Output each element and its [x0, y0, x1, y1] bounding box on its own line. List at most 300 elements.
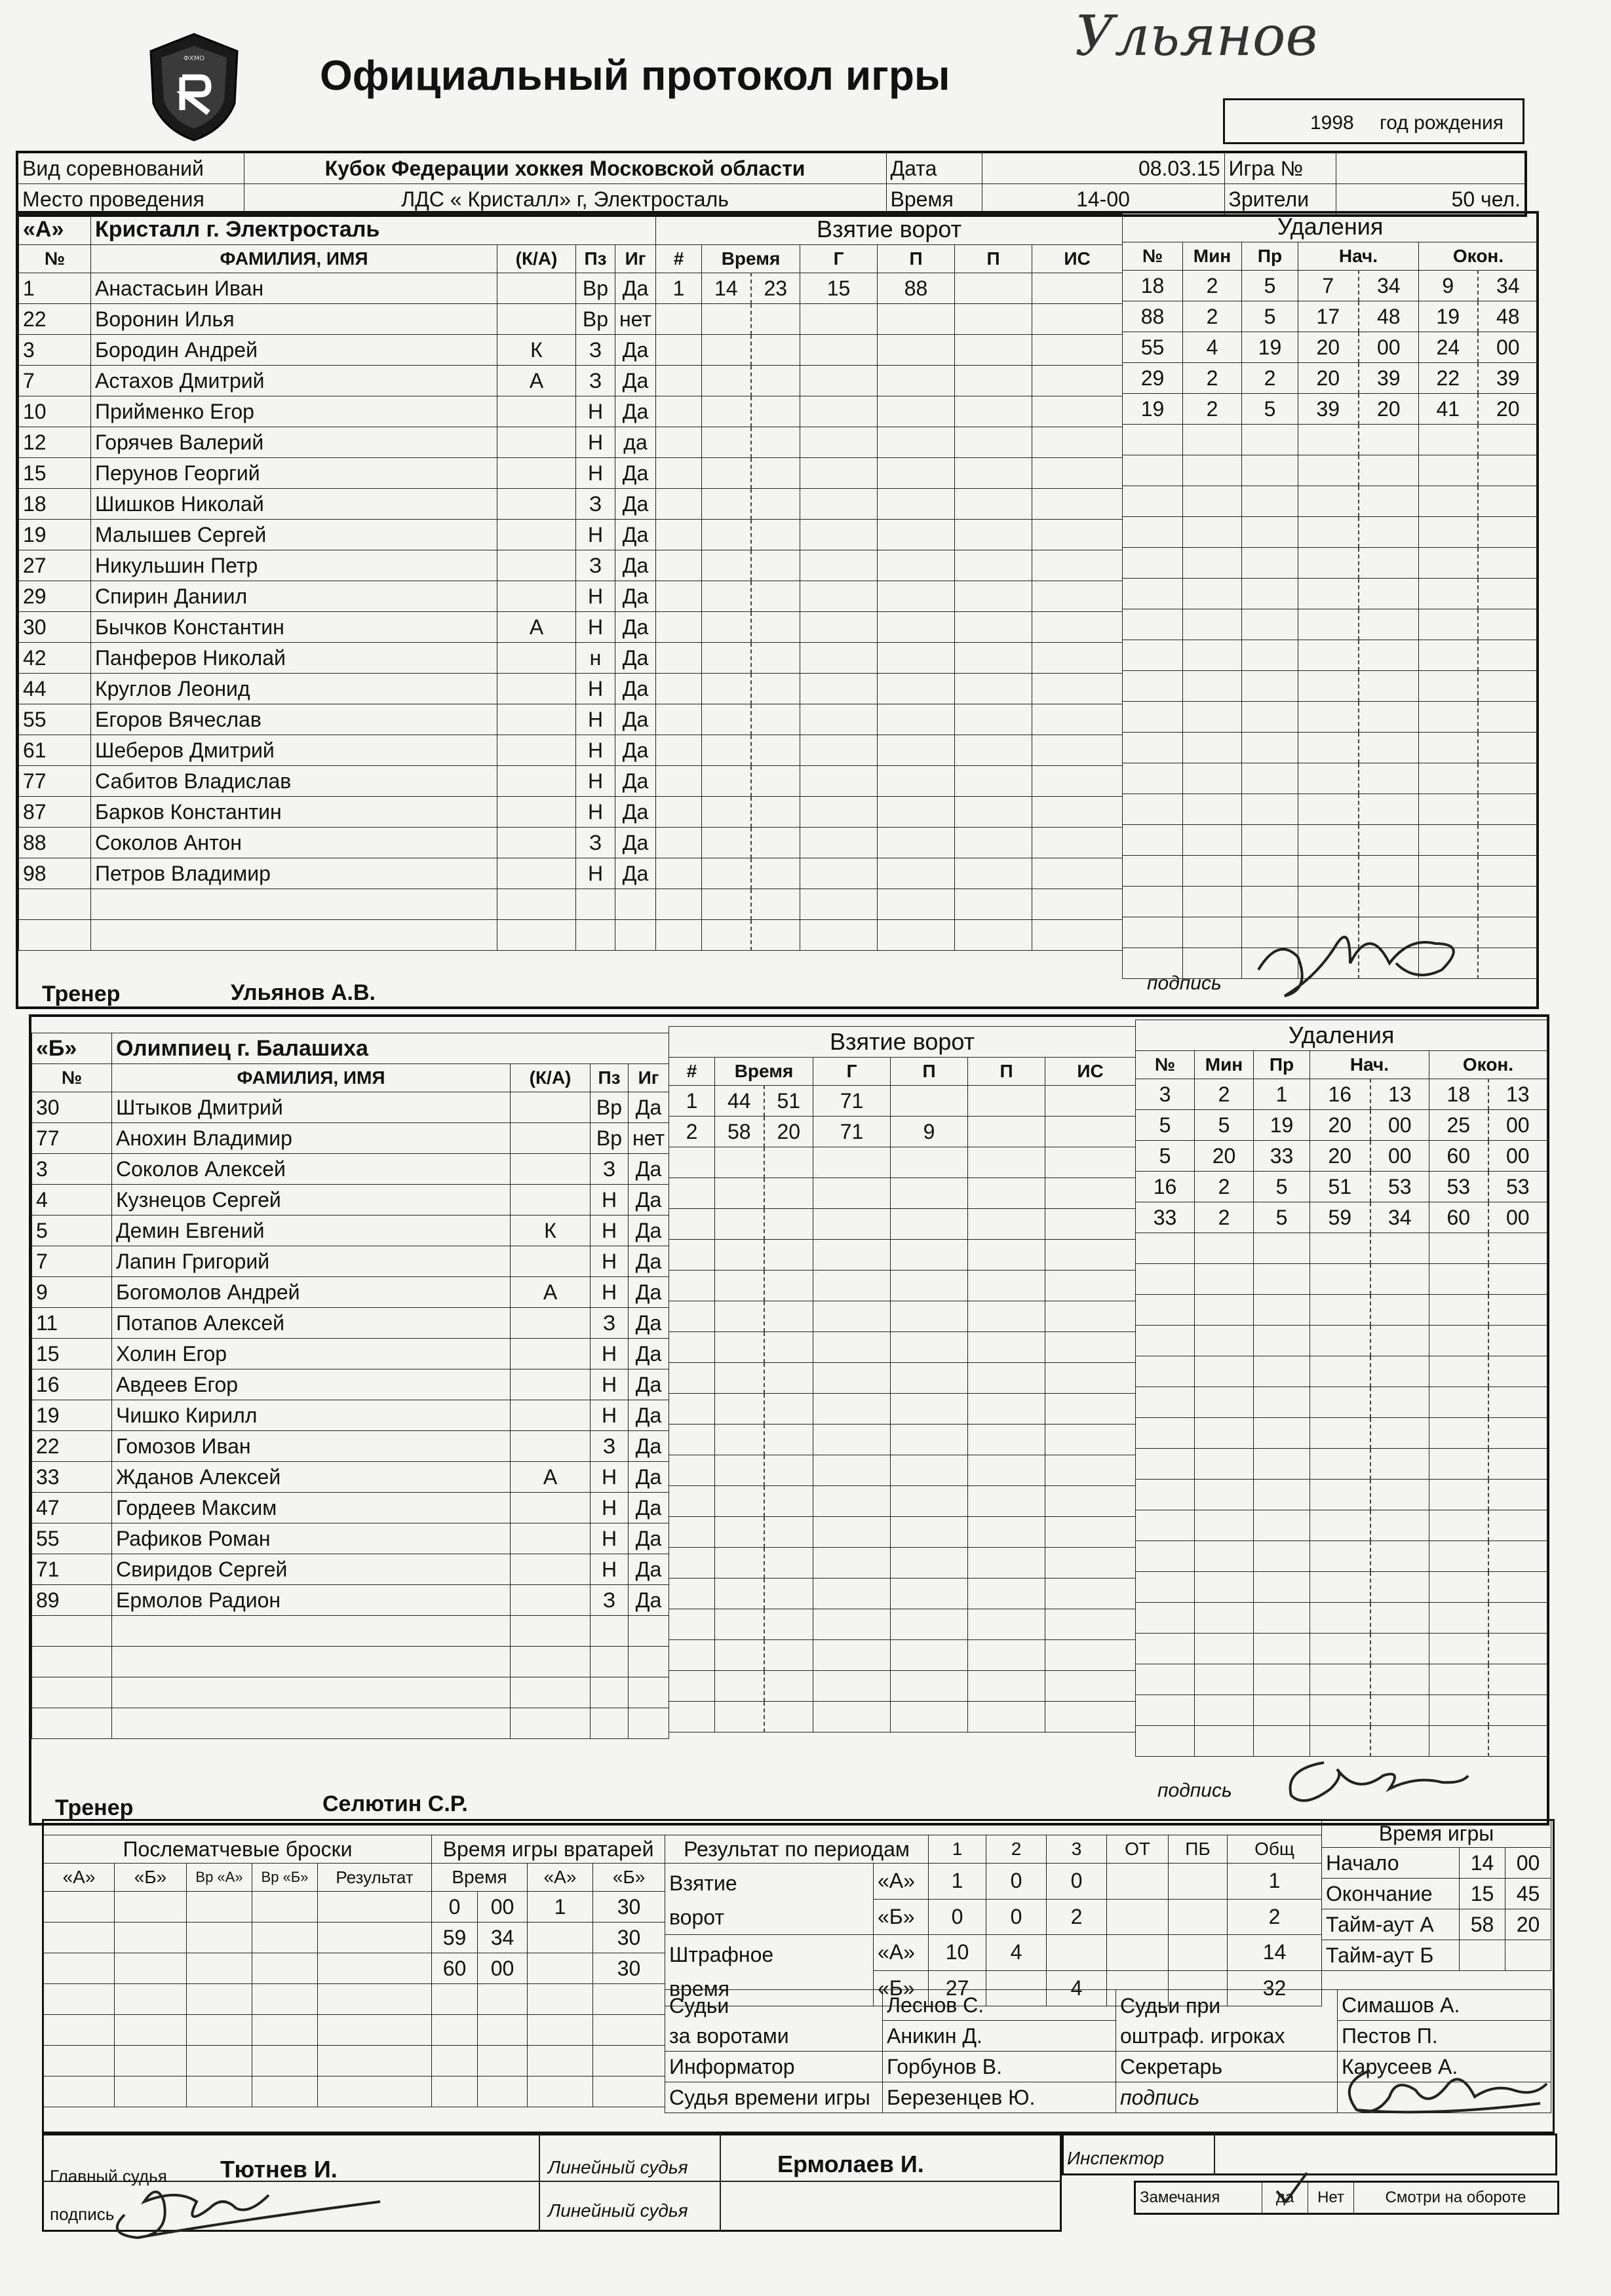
- penalty-start-sec: 48: [1359, 301, 1419, 332]
- player-captain-mark: [511, 1400, 591, 1431]
- player-position: З: [591, 1585, 629, 1616]
- goals-header-a1: П: [891, 1058, 968, 1086]
- player-position: [576, 920, 615, 951]
- penalty-end-sec: [1478, 609, 1538, 640]
- game-start-m: 00: [1505, 1848, 1551, 1879]
- penalty-end-sec: [1488, 1572, 1547, 1603]
- player-position: [591, 1708, 629, 1739]
- period-header-2: 2: [986, 1835, 1047, 1864]
- goal-assist-2: [968, 1209, 1045, 1240]
- player-played: Да: [615, 643, 656, 674]
- penalty-start-sec: [1359, 671, 1419, 702]
- penalty-start-sec: [1370, 1356, 1429, 1387]
- penalty-minutes: [1195, 1510, 1254, 1541]
- penalty-end-sec: [1488, 1726, 1547, 1757]
- empty-row: [1136, 1510, 1547, 1541]
- empty-row: [1123, 517, 1538, 548]
- player-number: 22: [32, 1431, 112, 1462]
- goal-scorer: [800, 520, 878, 550]
- player-captain-mark: [511, 1554, 591, 1585]
- penalty-player: 18: [1123, 271, 1183, 301]
- penalty-end-min: [1429, 1480, 1488, 1510]
- player-name: Штыков Дмитрий: [112, 1092, 511, 1123]
- penalty-start-sec: 39: [1359, 363, 1419, 394]
- empty-row: [19, 920, 656, 951]
- goals-a-so: [1169, 1864, 1228, 1900]
- player-played: Да: [629, 1369, 669, 1400]
- player-name: Гордеев Максим: [112, 1493, 511, 1523]
- penalty-end-min: [1419, 702, 1478, 733]
- goal-situation: [1045, 1578, 1136, 1609]
- remarks-no[interactable]: Нет: [1308, 2182, 1354, 2214]
- player-name: Никульшин Петр: [91, 550, 497, 581]
- goal-situation: [1032, 520, 1123, 550]
- player-number: [32, 1708, 112, 1739]
- player-played: Да: [615, 674, 656, 704]
- empty-row: [1136, 1572, 1547, 1603]
- empty-row: [669, 1332, 1136, 1363]
- goal-second: [764, 1394, 813, 1425]
- penalty-end-min: [1429, 1510, 1488, 1541]
- empty-row: [1136, 1233, 1547, 1264]
- penalty-start-sec: [1370, 1233, 1429, 1264]
- player-number: [19, 889, 91, 920]
- goal-situation: [1045, 1609, 1136, 1640]
- federation-logo: [146, 31, 243, 143]
- empty-row: [656, 396, 1123, 427]
- penalty-start-sec: 34: [1359, 271, 1419, 301]
- player-position: Н: [591, 1462, 629, 1493]
- penalty-reason: [1254, 1664, 1310, 1695]
- player-number: 77: [19, 766, 91, 797]
- player-captain-mark: [497, 920, 576, 951]
- player-number: 12: [19, 427, 91, 458]
- goal-assist-2: [955, 489, 1032, 520]
- goalie-time-title: Время игры вратарей: [432, 1835, 665, 1864]
- goal-assist-2: [968, 1517, 1045, 1548]
- penalty-end-sec: [1488, 1695, 1547, 1726]
- goals-a-ot: [1107, 1864, 1169, 1900]
- player-name: Жданов Алексей: [112, 1462, 511, 1493]
- player-played: Да: [629, 1308, 669, 1339]
- penalty-minutes: [1195, 1326, 1254, 1356]
- goal-minute: [702, 643, 751, 674]
- goal-assist-1: [891, 1271, 968, 1301]
- game-number-value: [1336, 152, 1526, 184]
- goal-minute: [702, 704, 751, 735]
- goal-assist-1: [878, 704, 955, 735]
- player-number: 30: [32, 1092, 112, 1123]
- goal-assist-2: [955, 396, 1032, 427]
- goal-second: [764, 1209, 813, 1240]
- goal-second: [751, 828, 800, 858]
- player-row: [19, 489, 656, 520]
- penalty-player: [1123, 733, 1183, 763]
- penalty-start-min: [1310, 1264, 1370, 1295]
- empty-row: [1136, 1634, 1547, 1664]
- goal-second: [764, 1240, 813, 1271]
- player-played: [629, 1616, 669, 1647]
- penalty-minutes: 2: [1183, 394, 1242, 425]
- penalty-row: [1136, 1202, 1547, 1233]
- penalty-end-sec: 48: [1478, 301, 1538, 332]
- penalty-reason: [1254, 1356, 1310, 1387]
- player-number: 16: [32, 1369, 112, 1400]
- player-number: 18: [19, 489, 91, 520]
- penalty-end-min: 41: [1419, 394, 1478, 425]
- penalty-end-min: [1429, 1541, 1488, 1572]
- penalty-end-min: 25: [1429, 1110, 1488, 1141]
- goals-b-p2: 0: [986, 1899, 1047, 1935]
- player-captain-mark: [511, 1123, 591, 1154]
- penalty-player: [1123, 486, 1183, 517]
- empty-row: [1136, 1695, 1547, 1726]
- team-b-coach-signature: [1271, 1736, 1481, 1815]
- goalie-header-time: Время: [432, 1864, 528, 1892]
- penalty-end-sec: 53: [1488, 1172, 1547, 1202]
- goal-minute: [715, 1548, 764, 1578]
- player-position: Н: [591, 1185, 629, 1215]
- player-played: Да: [615, 797, 656, 828]
- player-played: Да: [615, 581, 656, 612]
- goal-assist-2: [955, 520, 1032, 550]
- team-b-tag: «Б»: [32, 1033, 112, 1064]
- goal-number: [669, 1548, 715, 1578]
- penalty-player: [1123, 794, 1183, 825]
- penalty-minutes: [1195, 1418, 1254, 1449]
- penalty-start-min: [1310, 1634, 1370, 1664]
- penalty-reason: [1242, 763, 1298, 794]
- goal-second: [751, 766, 800, 797]
- empty-row: [656, 704, 1123, 735]
- periods-row-b: «Б»: [874, 1899, 929, 1935]
- penalty-end-min: [1419, 763, 1478, 794]
- player-played: [615, 889, 656, 920]
- penalty-start-min: [1310, 1541, 1370, 1572]
- player-number: 10: [19, 396, 91, 427]
- referee: Тютнев И.: [220, 2156, 338, 2183]
- penalty-minutes: [1195, 1541, 1254, 1572]
- empty-row: [656, 766, 1123, 797]
- penalty-reason: [1242, 486, 1298, 517]
- player-captain-mark: А: [511, 1277, 591, 1308]
- penalty-end-sec: [1488, 1295, 1547, 1326]
- player-number: 27: [19, 550, 91, 581]
- player-row: [19, 612, 656, 643]
- penalty-end-min: [1429, 1603, 1488, 1634]
- penalty-minutes: [1195, 1603, 1254, 1634]
- penalty-reason: [1254, 1387, 1310, 1418]
- team-b-coach: Селютин С.Р.: [322, 1791, 468, 1816]
- player-name: Лапин Григорий: [112, 1246, 511, 1277]
- player-played: Да: [629, 1185, 669, 1215]
- player-number: 7: [19, 366, 91, 396]
- penalty-minutes: [1195, 1634, 1254, 1664]
- player-number: 61: [19, 735, 91, 766]
- goal-number: [656, 889, 702, 920]
- penalty-minutes: 5: [1195, 1110, 1254, 1141]
- goal-scorer: [800, 335, 878, 366]
- player-played: Да: [615, 396, 656, 427]
- penalty-start-sec: 53: [1370, 1172, 1429, 1202]
- goal-scorer: [800, 427, 878, 458]
- goal-assist-2: [955, 550, 1032, 581]
- player-played: Да: [629, 1431, 669, 1462]
- penalty-minutes: [1183, 425, 1242, 455]
- player-captain-mark: [497, 674, 576, 704]
- handwritten-player-name: Ульянов: [1075, 4, 1318, 68]
- goal-number: 2: [669, 1117, 715, 1147]
- penalty-start-min: [1298, 455, 1359, 486]
- goal-second: [764, 1578, 813, 1609]
- referees-divider-v1: [539, 2133, 540, 2232]
- penalty-player: 19: [1123, 394, 1183, 425]
- player-row: [32, 1123, 669, 1154]
- goal-assist-2: [968, 1609, 1045, 1640]
- goals-header-a2: П: [955, 245, 1032, 273]
- goal-scorer: [800, 643, 878, 674]
- penalty-minutes: [1183, 794, 1242, 825]
- goal-assist-1: [878, 489, 955, 520]
- penalty-start-sec: [1370, 1695, 1429, 1726]
- penalty-player: 29: [1123, 363, 1183, 394]
- player-number: 5: [32, 1215, 112, 1246]
- period-header-so: ПБ: [1169, 1835, 1228, 1864]
- goal-second: [764, 1363, 813, 1394]
- team-b-goals: [669, 1026, 1136, 1732]
- player-played: Да: [615, 735, 656, 766]
- goal-minute: [702, 335, 751, 366]
- player-position: Н: [591, 1339, 629, 1369]
- secretary-signature: [1330, 2044, 1553, 2130]
- player-number: 89: [32, 1585, 112, 1616]
- goal-minute: [702, 581, 751, 612]
- empty-row: [656, 920, 1123, 951]
- player-name: Холин Егор: [112, 1339, 511, 1369]
- player-captain-mark: [497, 889, 576, 920]
- penalty-reason: [1254, 1418, 1310, 1449]
- penalty-end-sec: [1488, 1233, 1547, 1264]
- player-name: Петров Владимир: [91, 858, 497, 889]
- goals-header-time: Время: [715, 1058, 813, 1086]
- remarks-yes[interactable]: да: [1262, 2182, 1308, 2214]
- empty-row: [656, 674, 1123, 704]
- goal-assist-2: [955, 797, 1032, 828]
- penalty-minutes: [1183, 609, 1242, 640]
- goal-scorer: [813, 1455, 891, 1486]
- player-number: 7: [32, 1246, 112, 1277]
- linesman-label-1: Линейный судья: [548, 2157, 688, 2177]
- penalty-start-min: [1310, 1418, 1370, 1449]
- periods-title: Результат по периодам: [665, 1835, 929, 1864]
- penalty-end-sec: 34: [1478, 271, 1538, 301]
- empty-row: [32, 1677, 669, 1708]
- player-row: [32, 1339, 669, 1369]
- penalty-minutes: 4: [1183, 332, 1242, 363]
- player-captain-mark: [497, 858, 576, 889]
- player-number: 55: [19, 704, 91, 735]
- player-played: Да: [629, 1400, 669, 1431]
- goal-scorer: [800, 920, 878, 951]
- player-played: Да: [629, 1462, 669, 1493]
- penalty-reason: 5: [1242, 271, 1298, 301]
- player-name: Авдеев Егор: [112, 1369, 511, 1400]
- penalty-start-min: [1310, 1356, 1370, 1387]
- penalty-minutes: [1195, 1295, 1254, 1326]
- penalty-start-sec: [1359, 609, 1419, 640]
- penalty-player: [1136, 1264, 1195, 1295]
- goal-situation: [1045, 1517, 1136, 1548]
- goalie-header-a: «А»: [528, 1864, 593, 1892]
- goal-number: [669, 1671, 715, 1702]
- player-played: Да: [629, 1277, 669, 1308]
- goal-assist-2: [955, 366, 1032, 396]
- player-captain-mark: [497, 797, 576, 828]
- goal-number: [669, 1578, 715, 1609]
- penalty-player: [1123, 425, 1183, 455]
- goals-header-a2: П: [968, 1058, 1045, 1086]
- penalty-row: [1136, 1141, 1547, 1172]
- goal-situation: [1045, 1332, 1136, 1363]
- player-name: Бородин Андрей: [91, 335, 497, 366]
- goal-assist-1: [891, 1425, 968, 1455]
- player-captain-mark: [511, 1308, 591, 1339]
- goal-assist-2: [955, 273, 1032, 304]
- goal-situation: [1045, 1363, 1136, 1394]
- goal-scorer: [800, 889, 878, 920]
- goal-assist-1: [878, 828, 955, 858]
- player-row: [32, 1215, 669, 1246]
- penalty-start-min: [1298, 671, 1359, 702]
- penalty-end-sec: [1488, 1664, 1547, 1695]
- goal-second: 51: [764, 1086, 813, 1117]
- penalty-reason: [1242, 733, 1298, 763]
- penalty-reason: 19: [1254, 1110, 1310, 1141]
- goal-minute: [715, 1178, 764, 1209]
- goal-second: [764, 1609, 813, 1640]
- penalties-title: Удаления: [1136, 1020, 1547, 1051]
- goalie-row-sec: 00: [478, 1953, 528, 1984]
- player-name: Бычков Константин: [91, 612, 497, 643]
- goal-scorer: [800, 366, 878, 396]
- penalty-row: [1123, 363, 1538, 394]
- goal-assist-2: [968, 1086, 1045, 1117]
- goal-minute: [715, 1455, 764, 1486]
- player-name: Гомозов Иван: [112, 1431, 511, 1462]
- goals-a-total: 1: [1228, 1864, 1322, 1900]
- penalty-player: [1123, 609, 1183, 640]
- penalty-start-min: [1310, 1664, 1370, 1695]
- penalty-end-min: [1429, 1387, 1488, 1418]
- goal-number: [656, 797, 702, 828]
- player-position: Н: [591, 1523, 629, 1554]
- goal-assist-2: [968, 1240, 1045, 1271]
- player-played: Да: [615, 766, 656, 797]
- goal-situation: [1045, 1240, 1136, 1271]
- penalty-reason: [1254, 1572, 1310, 1603]
- periods-row-a: «А»: [874, 1864, 929, 1900]
- penalty-start-sec: [1370, 1634, 1429, 1664]
- goal-situation: [1045, 1548, 1136, 1578]
- player-position: Н: [576, 858, 615, 889]
- player-row: [19, 458, 656, 489]
- penalty-end-sec: 00: [1478, 332, 1538, 363]
- goal-assist-1: [891, 1209, 968, 1240]
- player-played: Да: [629, 1339, 669, 1369]
- informer: Горбунов В.: [883, 2052, 1116, 2082]
- periods-row-a: «А»: [874, 1935, 929, 1971]
- goals-b-p1: 0: [929, 1899, 986, 1935]
- pim-b-p3: 4: [1047, 1970, 1107, 2006]
- player-captain-mark: [497, 766, 576, 797]
- goal-assist-2: [968, 1147, 1045, 1178]
- goal-assist-2: [955, 704, 1032, 735]
- penalty-minutes: [1183, 887, 1242, 917]
- penalty-reason: [1254, 1264, 1310, 1295]
- penalty-minutes: [1183, 671, 1242, 702]
- goal-minute: [702, 735, 751, 766]
- player-played: Да: [615, 335, 656, 366]
- player-position: З: [576, 550, 615, 581]
- penalty-row: [1123, 271, 1538, 301]
- player-captain-mark: [511, 1246, 591, 1277]
- penalty-end-min: [1429, 1664, 1488, 1695]
- penalty-minutes: [1195, 1480, 1254, 1510]
- player-row: [32, 1493, 669, 1523]
- empty-row: [1123, 702, 1538, 733]
- goal-second: [764, 1178, 813, 1209]
- player-name: Егоров Вячеслав: [91, 704, 497, 735]
- penalty-start-min: [1298, 609, 1359, 640]
- team-b-penalties: [1135, 1020, 1547, 1757]
- penalty-reason: [1242, 579, 1298, 609]
- goal-judge-1: Леснов С.: [883, 1990, 1116, 2021]
- birth-year: 1998: [1310, 112, 1354, 134]
- player-row: [19, 704, 656, 735]
- penalty-minutes: [1183, 486, 1242, 517]
- penalty-player: [1136, 1326, 1195, 1356]
- penalty-end-min: [1429, 1695, 1488, 1726]
- player-row: [32, 1585, 669, 1616]
- player-row: [19, 304, 656, 335]
- goal-number: [669, 1363, 715, 1394]
- penalty-start-min: [1310, 1387, 1370, 1418]
- goal-assist-1: [891, 1363, 968, 1394]
- roster-header-name: ФАМИЛИЯ, ИМЯ: [91, 245, 497, 273]
- penalty-start-min: 20: [1298, 363, 1359, 394]
- goal-second: [751, 797, 800, 828]
- penalty-reason: [1242, 609, 1298, 640]
- empty-row: [669, 1548, 1136, 1578]
- roster-header-pos: Пз: [576, 245, 615, 273]
- penalty-minutes: [1195, 1387, 1254, 1418]
- player-played: Да: [629, 1493, 669, 1523]
- goal-assist-2: [955, 828, 1032, 858]
- penalty-start-min: [1310, 1572, 1370, 1603]
- goal-minute: [715, 1271, 764, 1301]
- player-played: Да: [615, 458, 656, 489]
- player-position: З: [591, 1154, 629, 1185]
- period-header-1: 1: [929, 1835, 986, 1864]
- penalty-reason: [1242, 856, 1298, 887]
- penalty-reason: [1254, 1695, 1310, 1726]
- player-number: 44: [19, 674, 91, 704]
- player-captain-mark: [497, 458, 576, 489]
- penalty-start-sec: 00: [1370, 1110, 1429, 1141]
- empty-row: [656, 458, 1123, 489]
- timeout-b-label: Тайм-аут Б: [1322, 1940, 1460, 1971]
- goal-minute: [715, 1301, 764, 1332]
